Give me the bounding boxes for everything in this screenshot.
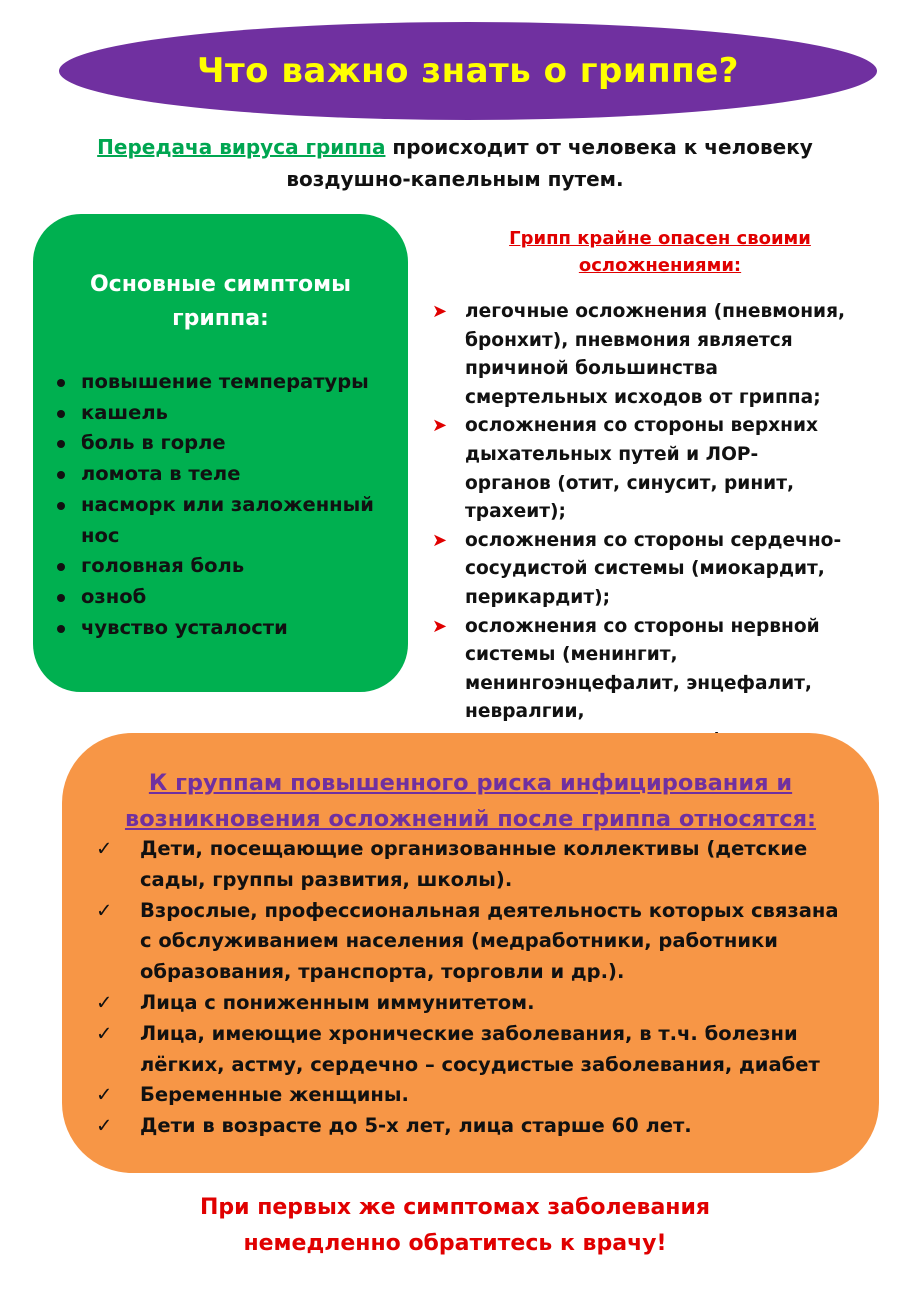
- intro-rest-line1: происходит от человека к человеку: [392, 135, 813, 159]
- list-item-text: Лица с пониженным иммунитетом.: [140, 990, 535, 1014]
- complications-heading-line2: осложнениями:: [578, 255, 742, 276]
- check-mark-icon: ✓: [96, 990, 113, 1014]
- list-item: [92, 1111, 852, 1142]
- list-item: боль в горле: [55, 428, 395, 459]
- complications-list: [430, 298, 850, 756]
- check-mark-icon: ✓: [96, 898, 113, 922]
- risk-groups-panel: [62, 733, 879, 1173]
- list-item: ломота в теле: [55, 459, 395, 490]
- list-item-text: легочные осложнения (пневмония, бронхит), пневмония является причиной большинства смертельных исходов от гриппа;: [465, 301, 846, 408]
- list-item: головная боль: [55, 551, 395, 582]
- risk-groups-list: [92, 834, 852, 1142]
- arrow-bullet-icon: ➤: [432, 615, 448, 637]
- list-item: [92, 896, 852, 988]
- arrow-bullet-icon: ➤: [432, 529, 448, 551]
- footer-warning: [60, 1190, 850, 1262]
- check-mark-icon: ✓: [96, 1083, 113, 1107]
- list-item: [92, 1080, 852, 1111]
- check-mark-icon: ✓: [96, 1114, 113, 1138]
- symptoms-title: [33, 268, 408, 336]
- title-banner: [59, 22, 877, 120]
- list-item-text: Дети, посещающие организованные коллективы (детские сады, группы развития, школы).: [140, 837, 808, 891]
- symptoms-panel: [33, 214, 408, 692]
- risk-heading-line2: возникновения осложнений после гриппа относятся:: [124, 806, 817, 832]
- arrow-bullet-icon: ➤: [432, 415, 448, 437]
- list-item-text: Беременные женщины.: [140, 1083, 409, 1107]
- list-item: [430, 412, 850, 526]
- check-mark-icon: ✓: [96, 1021, 113, 1045]
- check-mark-icon: ✓: [96, 837, 113, 860]
- intro-lead: Передача вируса гриппа: [97, 135, 386, 159]
- list-item-text: осложнения со стороны сердечно-сосудистой системы (миокардит, перикардит);: [465, 529, 842, 608]
- list-item: [430, 527, 850, 613]
- page-title: Что важно знать о гриппе?: [197, 51, 739, 91]
- risk-heading-line1: К группам повышенного риска инфицирования и: [148, 770, 793, 796]
- list-item: озноб: [55, 582, 395, 613]
- list-item: кашель: [55, 398, 395, 429]
- list-item-text: Лица, имеющие хронические заболевания, в т.ч. болезни лёгких, астму, сердечно – сосудистые заболевания, диабет: [140, 1021, 820, 1076]
- intro-rest-line2: воздушно-капельным путем.: [286, 167, 624, 191]
- list-item-text: Взрослые, профессиональная деятельность которых связана с обслуживанием населения (медработники, работники образования, транспорта, торговли и др.).: [140, 898, 839, 984]
- list-item: насморк или заложенный нос: [55, 490, 395, 551]
- complications-heading-line1: Грипп крайне опасен своими: [509, 228, 811, 249]
- list-item: повышение температуры: [55, 367, 395, 398]
- symptoms-list: [55, 367, 395, 643]
- symptoms-title-line1: Основные симптомы: [89, 272, 352, 297]
- list-item: [430, 298, 850, 412]
- list-item: чувство усталости: [55, 613, 395, 644]
- list-item-text: осложнения со стороны нервной системы (менингит, менингоэнцефалит, энцефалит, невралгии,: [465, 615, 820, 723]
- complications-heading: [470, 225, 850, 279]
- footer-line1: При первых же симптомах заболевания: [199, 1195, 711, 1220]
- list-item-text: Дети в возрасте до 5-х лет, лица старше 60 лет.: [140, 1114, 692, 1138]
- list-item: [92, 988, 852, 1019]
- risk-groups-heading: [62, 765, 879, 837]
- symptoms-title-line2: гриппа:: [172, 306, 269, 331]
- footer-line2: немедленно обратитесь к врачу!: [243, 1231, 667, 1256]
- list-item: [92, 834, 852, 896]
- intro-paragraph: [60, 131, 850, 195]
- list-item: [92, 1019, 852, 1081]
- arrow-bullet-icon: ➤: [432, 301, 448, 322]
- list-item-text: осложнения со стороны верхних дыхательных путей и ЛОР- органов (отит, синусит, ринит, трахеит);: [465, 415, 819, 523]
